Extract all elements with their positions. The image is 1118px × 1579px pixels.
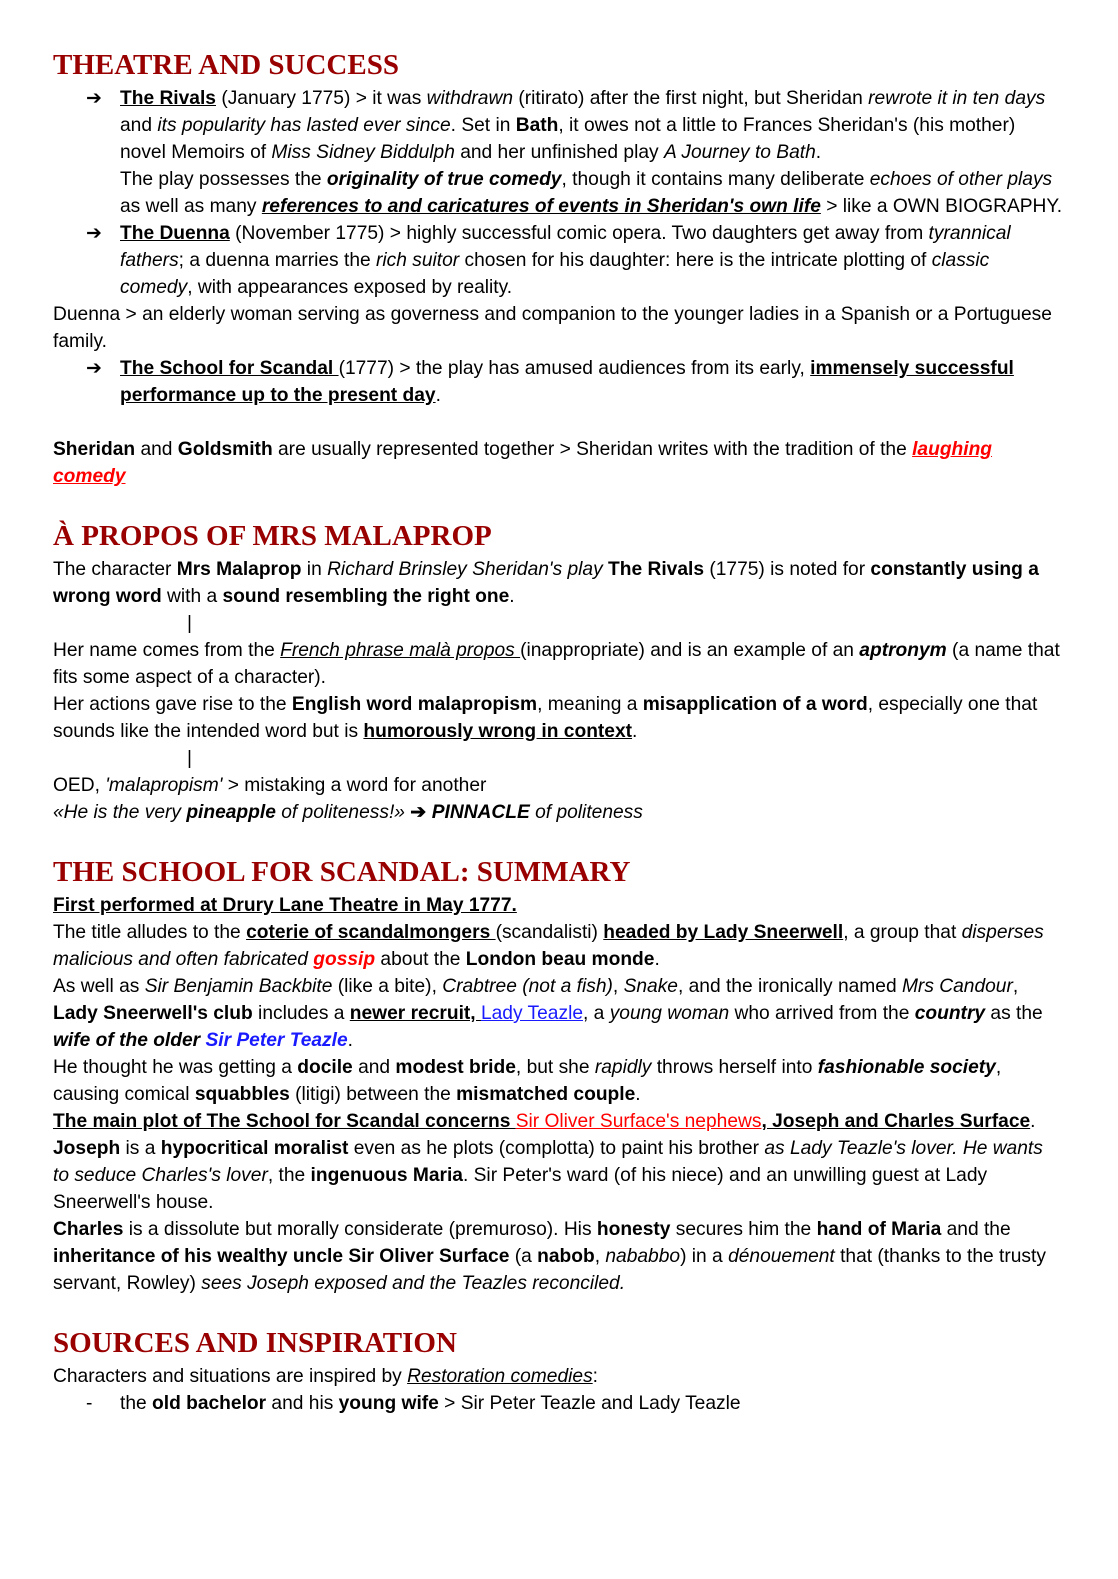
dash-list-item [53, 1390, 1063, 1417]
text-run: Duenna > an elderly woman serving as governess and companion to the younger ladies in a Spanish or a Portuguese family. [53, 304, 1052, 352]
text-run: its popularity has lasted ever since [157, 115, 451, 136]
document-page [53, 45, 1063, 1417]
text-run: coterie of scandalmongers [246, 922, 496, 943]
arrow-list-item [53, 220, 1063, 301]
text-run: , a group that [843, 922, 962, 943]
text-run: and the [941, 1219, 1011, 1240]
text-run: The Duenna [120, 223, 230, 244]
text-run: Snake [623, 976, 678, 997]
paragraph [53, 1216, 1063, 1297]
text-run: > like a OWN BIOGRAPHY. [820, 196, 1063, 217]
text-run: . [435, 385, 441, 406]
text-run: newer recruit, [349, 1003, 481, 1024]
text-run: as Lady Teazle's lover. He wants to seduce Charles's lover [53, 1138, 1043, 1186]
text-run: about the [375, 949, 466, 970]
text-run: and his [266, 1393, 339, 1414]
text-run: laughing comedy [53, 439, 993, 487]
text-run: Bath [515, 115, 559, 136]
text-run: as the [985, 1003, 1043, 1024]
section-heading: THE SCHOOL FOR SCANDAL: SUMMARY [53, 856, 631, 888]
text-run: wife of the older [53, 1030, 206, 1051]
arrow-list-item [53, 85, 1063, 220]
text-run: , it owes not a little to Frances Sheridan's (his mother) novel Memoirs of [120, 115, 1016, 163]
text-run: , especially one that sounds like the intended word but is [53, 694, 1038, 742]
text-run: rapidly [594, 1057, 652, 1078]
text-run: The Rivals [608, 559, 705, 580]
text-run: Sheridan [53, 439, 136, 460]
text-run: is a [120, 1138, 161, 1159]
text-run: (ritirato) after the first night, but Sheridan [513, 88, 869, 109]
text-run: throws herself into [651, 1057, 818, 1078]
text-run: country [914, 1003, 986, 1024]
text-run: (1777) > the play has amused audiences from its early, [338, 358, 811, 379]
text-run: The character [53, 559, 177, 580]
text-run: originality of true comedy [326, 169, 562, 190]
text-run: as well as many [120, 196, 262, 217]
text-run: The School for Scandal [120, 358, 339, 379]
text-run: . Set in [450, 115, 516, 136]
text-run: and [135, 439, 178, 460]
text-run: > mistaking a word for another [222, 775, 487, 796]
text-run: . [815, 142, 822, 163]
text-run: aptronym [859, 640, 947, 661]
text-run: tyrannical fathers [120, 223, 1011, 271]
text-run: (like a bite), [332, 976, 443, 997]
text-run: PINNACLE [431, 802, 530, 823]
text-run: London beau monde [465, 949, 655, 970]
text-run: : [592, 1366, 599, 1387]
text-run: headed by Lady Sneerwell [603, 922, 844, 943]
text-run: includes a [252, 1003, 350, 1024]
arrow-list-item [53, 355, 1063, 409]
text-run: that (thanks to the trusty servant, Rowley) [53, 1246, 1046, 1294]
text-run: humorously wrong in context [363, 721, 633, 742]
text-run: misapplication of a word [642, 694, 868, 715]
text-run: ➔ [410, 802, 432, 823]
text-run: Miss Sidney Biddulph [271, 142, 455, 163]
text-run: mismatched couple [456, 1084, 636, 1105]
paragraph [53, 799, 1063, 826]
arrow-bullet-icon: ➔ [86, 88, 103, 109]
text-run: Joseph [53, 1138, 121, 1159]
text-run: and [352, 1057, 396, 1078]
text-run: nabob [537, 1246, 595, 1267]
text-run: sees Joseph exposed and the Teazles reconciled. [201, 1273, 626, 1294]
text-run: , and the ironically named [677, 976, 902, 997]
text-run: secures him the [670, 1219, 817, 1240]
blank-line [53, 409, 1063, 436]
text-run: «He is the very [53, 802, 187, 823]
text-run: docile [297, 1057, 353, 1078]
text-run: French phrase malà propos [280, 640, 521, 661]
text-run: (inappropriate) and is an example of an [520, 640, 860, 661]
text-run: hypocritical moralist [160, 1138, 349, 1159]
paragraph [53, 892, 1063, 919]
text-run: fashionable society [817, 1057, 996, 1078]
section-heading: À PROPOS OF MRS MALAPROP [53, 520, 492, 552]
text-run: . [635, 1084, 641, 1105]
text-run: , but she [515, 1057, 595, 1078]
paragraph [53, 436, 1063, 490]
text-run: (scandalisti) [495, 922, 604, 943]
text-run: , causing comical [53, 1057, 1002, 1105]
paragraph [53, 1363, 1063, 1390]
paragraph [53, 1054, 1063, 1108]
text-run: who arrived from the [729, 1003, 915, 1024]
text-run: 'malapropism' [105, 775, 223, 796]
text-run: young wife [338, 1393, 439, 1414]
text-run: A Journey to Bath [663, 142, 816, 163]
arrow-bullet-icon: ➔ [86, 223, 103, 244]
text-run: in [301, 559, 328, 580]
text-run: Mrs Malaprop [176, 559, 302, 580]
text-run: Lady Sneerwell's club [53, 1003, 253, 1024]
paragraph [53, 301, 1063, 355]
pipe-connector: | [187, 613, 192, 634]
text-run: Charles [53, 1219, 124, 1240]
text-run: ingenuous Maria [310, 1165, 463, 1186]
text-run: Mrs Candour [901, 976, 1013, 997]
pipe-connector: | [187, 748, 192, 769]
text-run: , a [583, 1003, 610, 1024]
text-run: (1775) is noted for [704, 559, 871, 580]
text-run: hand of Maria [816, 1219, 942, 1240]
text-run: Her name comes from the [53, 640, 281, 661]
dash-bullet-icon: - [86, 1393, 93, 1414]
text-run: English word malapropism [291, 694, 538, 715]
text-run: Richard Brinsley Sheridan's play [327, 559, 603, 580]
text-run: inheritance of his wealthy uncle Sir Oliver Surface [53, 1246, 510, 1267]
text-run: immensely successful performance up to the present day [120, 358, 1014, 406]
text-run: rewrote it in ten days [868, 88, 1046, 109]
paragraph [53, 772, 1063, 799]
paragraph [53, 919, 1063, 973]
text-run: , though it contains many deliberate [561, 169, 870, 190]
paragraph [53, 1108, 1063, 1135]
text-run: OED, [53, 775, 106, 796]
text-run: withdrawn [426, 88, 514, 109]
text-run: Restoration comedies [407, 1366, 593, 1387]
text-run: He thought he was getting a [53, 1057, 298, 1078]
paragraph [53, 691, 1063, 745]
text-run: and [120, 115, 158, 136]
paragraph [53, 637, 1063, 691]
text-run: , Joseph and Charles Surface [761, 1111, 1031, 1132]
text-run: (a [509, 1246, 538, 1267]
text-run: > Sir Peter Teazle and Lady Teazle [438, 1393, 741, 1414]
text-run: even as he plots (complotta) to paint his brother [348, 1138, 765, 1159]
text-run: nababbo [605, 1246, 681, 1267]
text-run: modest bride [395, 1057, 516, 1078]
text-run: young woman [609, 1003, 730, 1024]
text-run: and her unfinished play [454, 142, 664, 163]
text-run: . [654, 949, 660, 970]
text-run: (a name that fits some aspect of a character). [53, 640, 1060, 688]
text-run: sound resembling the right one [222, 586, 510, 607]
text-run: (January 1775) > it was [215, 88, 427, 109]
text-run: Sir Peter Teazle [205, 1030, 348, 1051]
text-run: the [120, 1393, 153, 1414]
text-run: gossip [313, 949, 376, 970]
text-run: honesty [596, 1219, 671, 1240]
text-run: The play possesses the [120, 169, 327, 190]
text-run: disperses malicious and often fabricated [53, 922, 1044, 970]
text-run: . [509, 586, 515, 607]
link-text: Lady Teazle [480, 1003, 584, 1024]
text-run: Characters and situations are inspired by [53, 1366, 408, 1387]
text-run: The Rivals [120, 88, 216, 109]
paragraph [53, 556, 1063, 610]
text-run: . [1030, 1111, 1036, 1132]
text-run: Her actions gave rise to the [53, 694, 292, 715]
text-run: chosen for his daughter: here is the intricate plotting of [459, 250, 932, 271]
text-run: references to and caricatures of events in Sheridan's own life [261, 196, 821, 217]
text-run: ; a duenna marries the [178, 250, 376, 271]
text-run: (November 1775) > highly successful comic opera. Two daughters get away from [229, 223, 929, 244]
text-run: squabbles [194, 1084, 290, 1105]
text-run: Goldsmith [177, 439, 273, 460]
text-run: pineapple [186, 802, 276, 823]
text-run: . [632, 721, 638, 742]
arrow-bullet-icon: ➔ [86, 358, 103, 379]
text-run: echoes of other plays [869, 169, 1053, 190]
text-run: old bachelor [152, 1393, 267, 1414]
text-run: of politeness [529, 802, 643, 823]
paragraph [53, 973, 1063, 1054]
text-run: dénouement [728, 1246, 835, 1267]
text-run: The main plot of The School for Scandal concerns [53, 1111, 516, 1132]
text-run: (litigi) between the [289, 1084, 457, 1105]
text-run: Crabtree (not a fish) [442, 976, 613, 997]
text-run: of politeness!» [275, 802, 411, 823]
text-run: is a dissolute but morally considerate (premuroso). His [123, 1219, 597, 1240]
section-heading: THEATRE AND SUCCESS [53, 49, 399, 81]
text-run: Sir Benjamin Backbite [144, 976, 333, 997]
text-run: ) in a [680, 1246, 729, 1267]
text-run: , [1012, 976, 1019, 997]
text-run: , the [267, 1165, 311, 1186]
text-run: As well as [53, 976, 145, 997]
text-run: , [594, 1246, 606, 1267]
text-run: The title alludes to the [53, 922, 247, 943]
text-run: classic comedy [120, 250, 990, 298]
text-run: with a [161, 586, 223, 607]
paragraph [53, 1135, 1063, 1216]
text-run: , with appearances exposed by reality. [187, 277, 513, 298]
text-run: . [347, 1030, 353, 1051]
text-run: constantly using a wrong word [53, 559, 1039, 607]
text-run: . Sir Peter's ward (of his niece) and an unwilling guest at Lady Sneerwell's house. [53, 1165, 988, 1213]
text-run: rich suitor [376, 250, 460, 271]
text-run: First performed at Drury Lane Theatre in May 1777. [53, 895, 517, 916]
section-heading: SOURCES AND INSPIRATION [53, 1327, 457, 1359]
text-run: , meaning a [537, 694, 643, 715]
text-run: Sir Oliver Surface's nephews [515, 1111, 762, 1132]
text-run: are usually represented together > Sheridan writes with the tradition of the [272, 439, 913, 460]
text-run: , [612, 976, 624, 997]
